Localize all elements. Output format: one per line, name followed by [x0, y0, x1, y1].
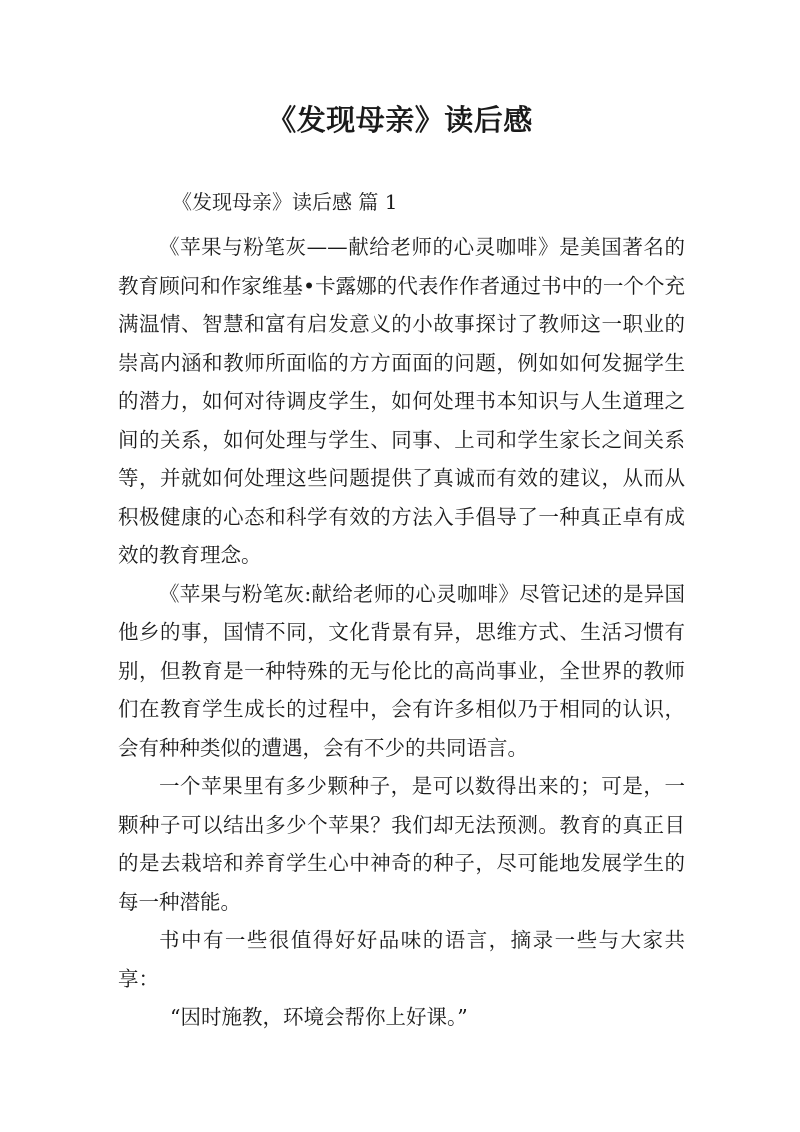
document-body	[118, 228, 685, 1037]
document-title: 《发现母亲》读后感	[267, 103, 533, 137]
section-heading: 《发现母亲》读后感 篇 1	[172, 190, 398, 214]
body-paragraph-4: 书中有一些很值得好好品味的语言，摘录一些与大家共享：	[118, 928, 685, 991]
quoted-line: “因时施教，环境会帮你上好课。”	[170, 1005, 468, 1029]
body-paragraph-3: 一个苹果里有多少颗种子，是可以数得出来的；可是，一颗种子可以结出多少个苹果？我们却无法预测。教育的真正目的是去栽培和养育学生心中神奇的种子，尽可能地发展学生的每一种潜能。	[118, 774, 685, 914]
body-paragraph-1: 《苹果与粉笔灰——献给老师的心灵咖啡》是美国著名的教育顾问和作家维基•卡露娜的代表作作者通过书中的一个个充满温情、智慧和富有启发意义的小故事探讨了教师这一职业的崇高内涵和教师所面临的方方面面的问题，例如如何发掘学生的潜力，如何对待调皮学生，如何处理书本知识与人生道理之间的关系，如何处理与学生、同事、上司和学生家长之间关系等，并就如何处理这些问题提供了真诚而有效的建议，从而从积极健康的心态和科学有效的方法入手倡导了一种真正卓有成效的教育理念。	[118, 235, 685, 567]
body-paragraph-2: 《苹果与粉笔灰:献给老师的心灵咖啡》尽管记述的是异国他乡的事，国情不同，文化背景有异，思维方式、生活习惯有别，但教育是一种特殊的无与伦比的高尚事业，全世界的教师们在教育学生成长的过程中，会有许多相似乃于相同的认识，会有种种类似的遭遇，会有不少的共同语言。	[118, 581, 685, 760]
